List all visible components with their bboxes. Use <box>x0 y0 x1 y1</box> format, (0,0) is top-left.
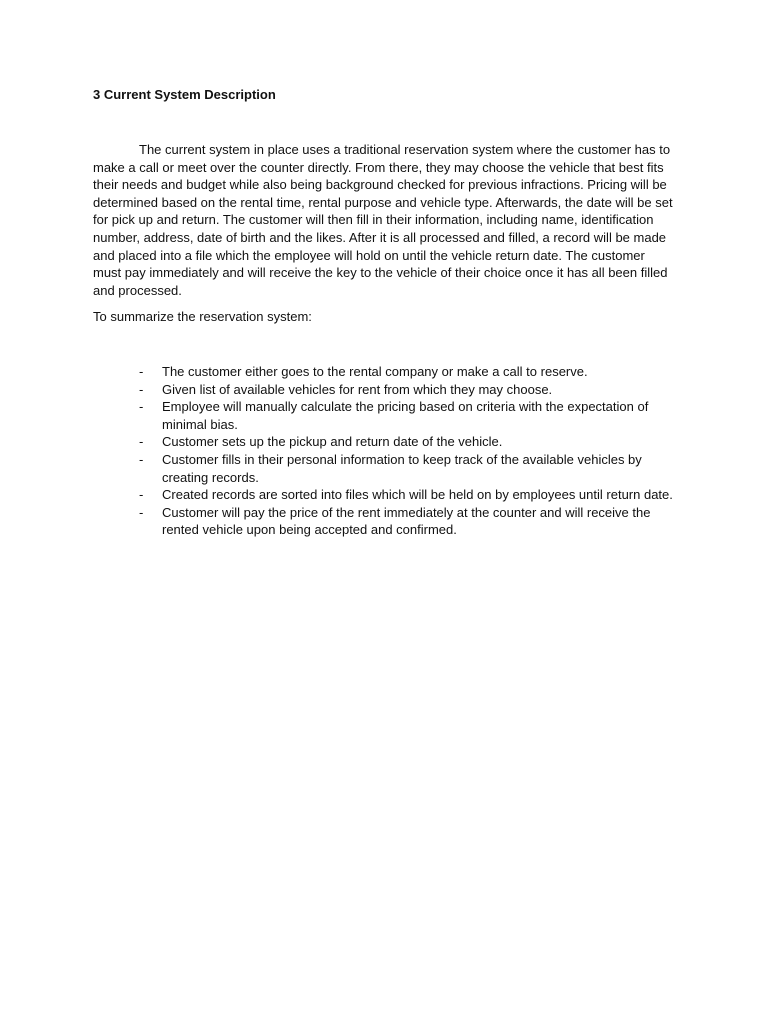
summary-intro: To summarize the reservation system: <box>93 309 312 325</box>
list-item-text: Created records are sorted into files which will be held on by employees until return date. <box>162 487 673 503</box>
bullet-dash: - <box>139 399 144 415</box>
list-item-text: Given list of available vehicles for rent from which they may choose. <box>162 381 553 397</box>
list-item-text: Employee will manually calculate the pricing based on criteria with the expectation of minimal bias. <box>162 399 649 432</box>
section-heading: 3 Current System Description <box>93 87 276 102</box>
list-item <box>93 363 675 381</box>
list-item <box>93 486 675 504</box>
list-item-text: Customer fills in their personal information to keep track of the available vehicles by creating records. <box>162 451 642 485</box>
bullet-dash: - <box>139 363 144 379</box>
bullet-dash: - <box>139 504 144 520</box>
summary-list <box>93 363 675 539</box>
list-item-text: The customer either goes to the rental company or make a call to reserve. <box>162 363 588 379</box>
bullet-dash: - <box>139 451 144 467</box>
list-item <box>93 504 675 539</box>
bullet-dash: - <box>139 434 144 450</box>
list-item <box>93 398 675 433</box>
document-body <box>93 86 675 539</box>
bullet-dash: - <box>139 381 144 397</box>
list-item-text: Customer will pay the price of the rent immediately at the counter and will receive the rented vehicle upon being accepted and confirmed. <box>162 504 651 538</box>
list-item <box>93 433 675 451</box>
list-item <box>93 451 675 486</box>
list-item <box>93 381 675 399</box>
list-item-text: Customer sets up the pickup and return date of the vehicle. <box>162 434 503 450</box>
description-paragraph: The current system in place uses a traditional reservation system where the customer has to make a call or meet over the counter directly. From there, they may choose the vehicle that best fits their needs and budget while also being background checked for previous infractions. Pricing will be determined based on the rental time, rental purpose and vehicle type. Afterwards, the date will be set for pick up and return. The customer will then fill in their information, including name, identification number, address, date of birth and the likes. After it is all processed and filled, a record will be made and placed into a file which the employee will hold on until the vehicle return date. The customer must pay immediately and will receive the key to the vehicle of their choice once it has all been filled and processed. <box>93 142 673 298</box>
bullet-dash: - <box>139 487 144 503</box>
